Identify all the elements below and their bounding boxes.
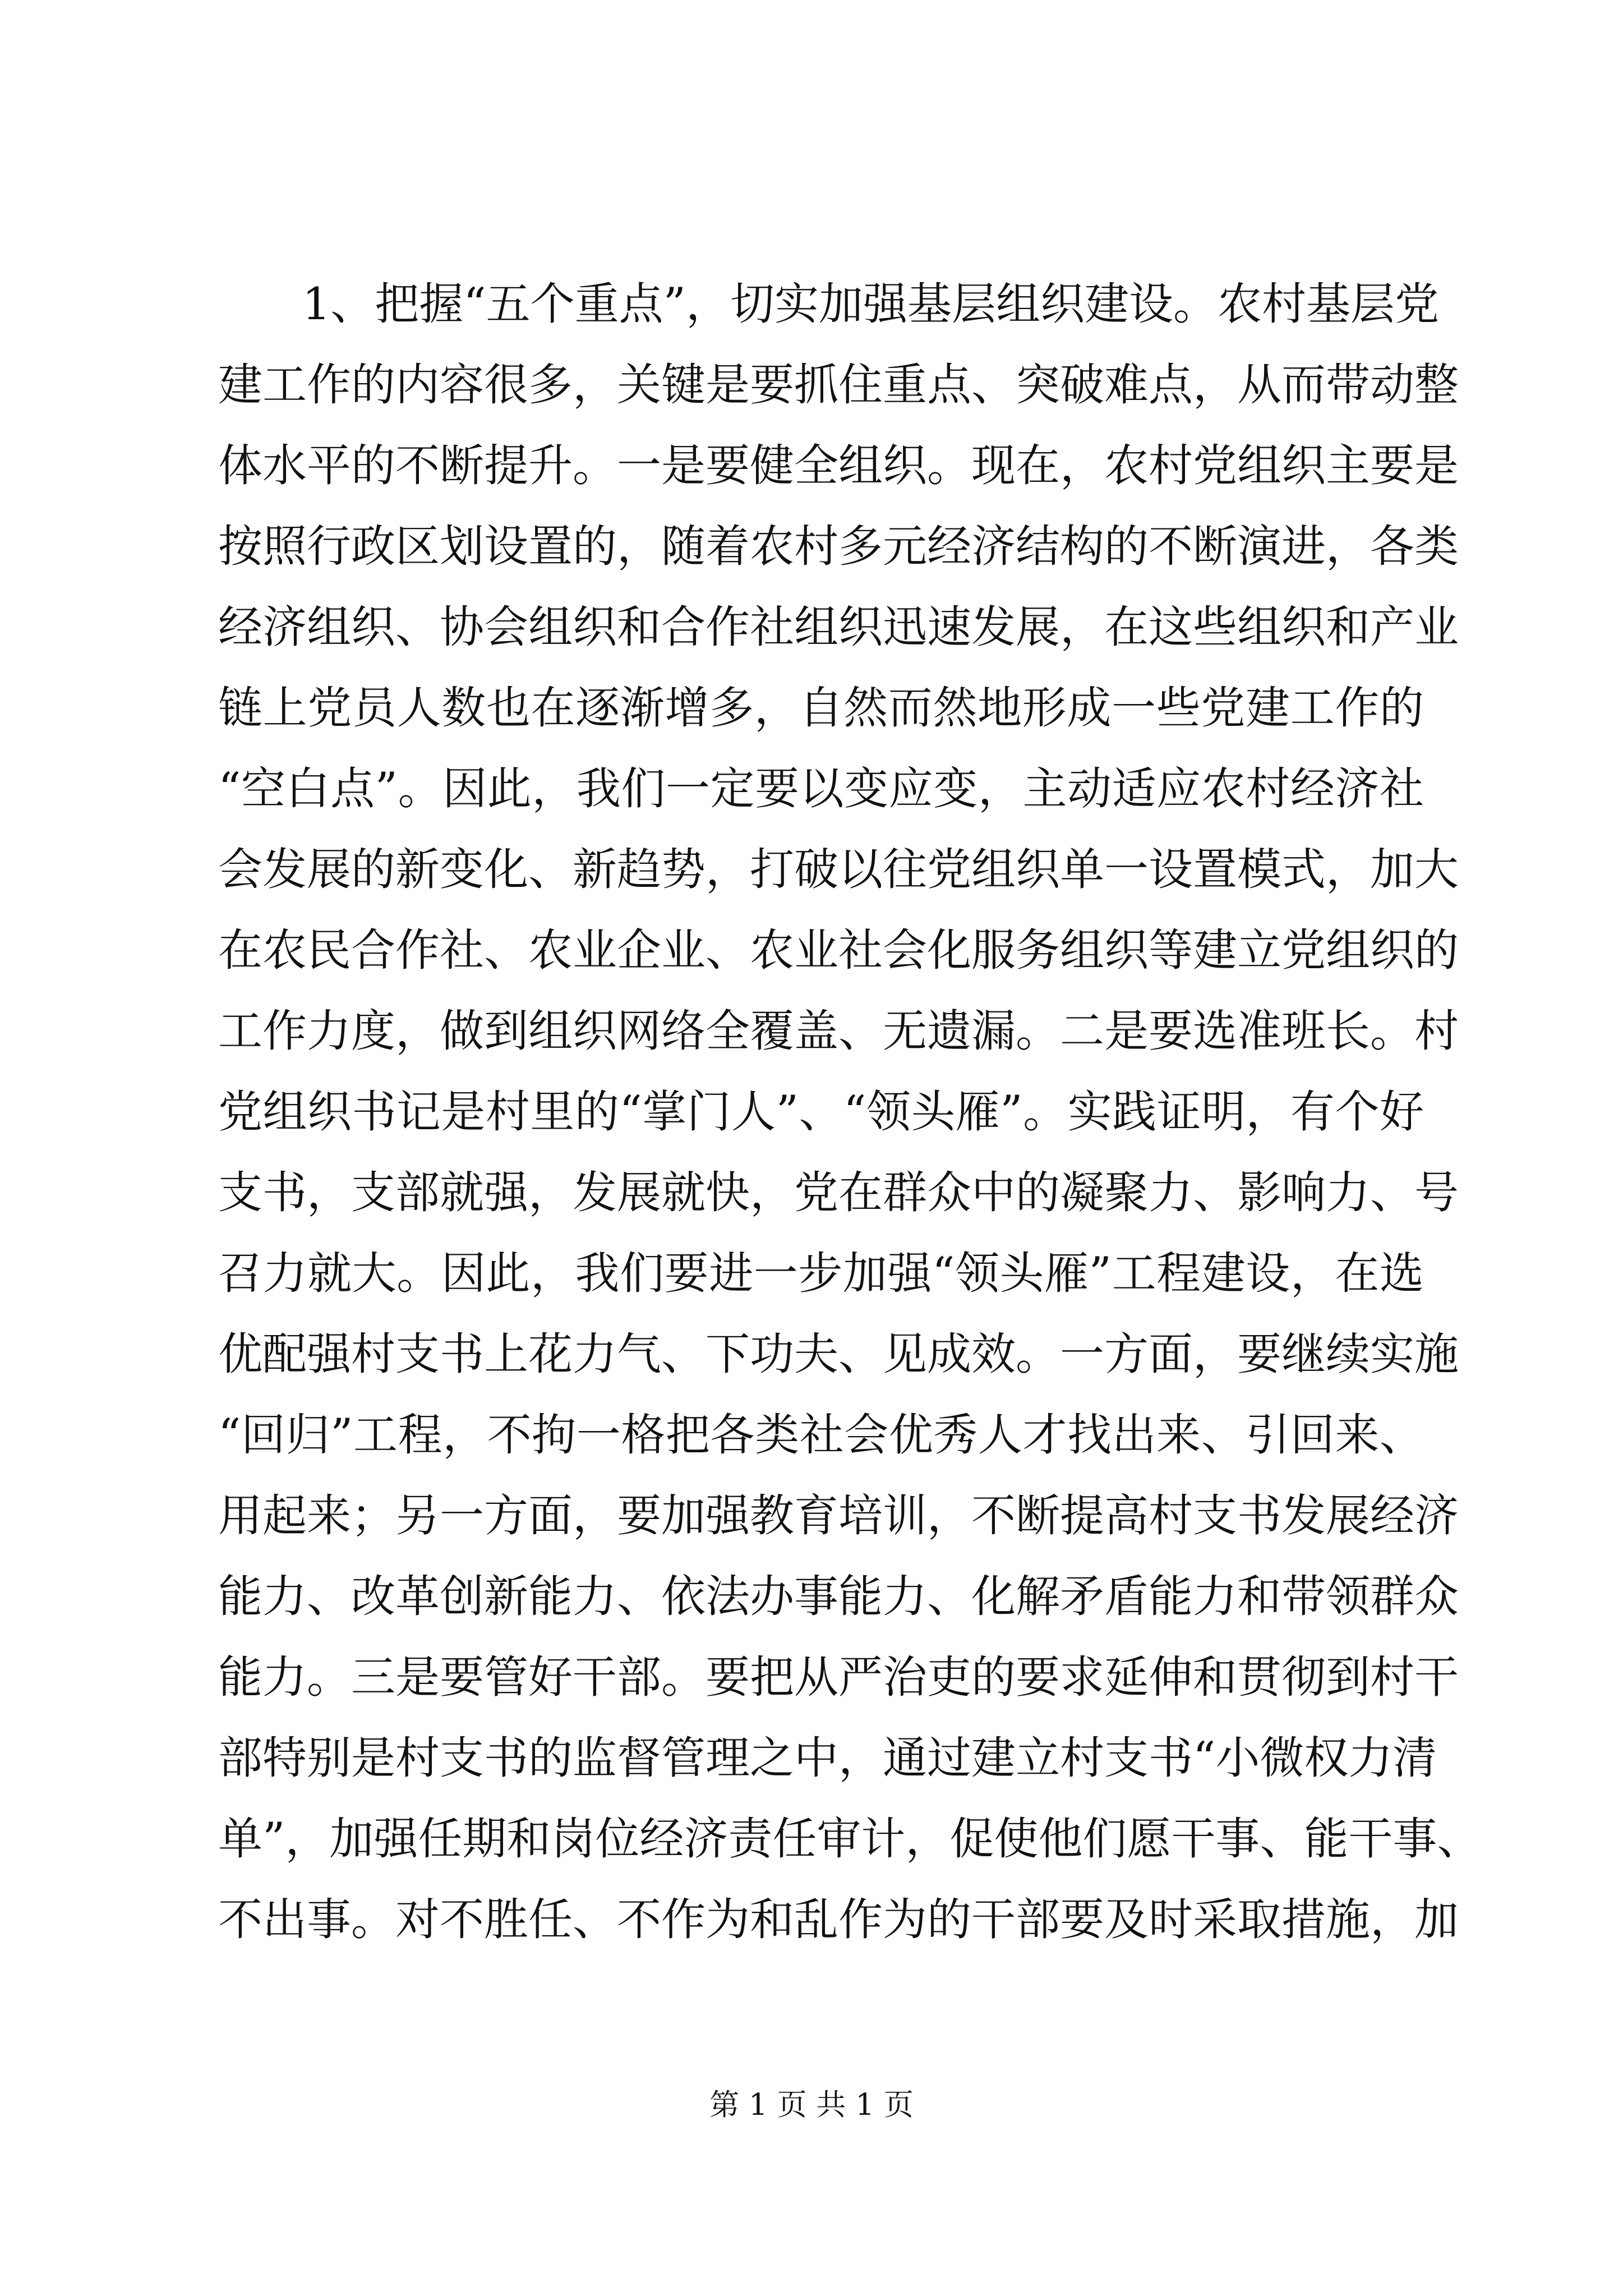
text-line-18: 能力。三是要管好干部。要把从严治吏的要求延伸和贯彻到村干 xyxy=(218,1651,1459,1703)
body-paragraph xyxy=(218,264,1482,1960)
text-line-9: 在农民合作社、农业企业、农业社会化服务组织等建立党组织的 xyxy=(218,924,1459,976)
page-number-label: 第 1 页 共 1 页 xyxy=(709,2088,914,2122)
text-line-4: 按照行政区划设置的，随着农村多元经济结构的不断演进，各类 xyxy=(218,521,1459,572)
text-line-21: 不出事。对不胜任、不作为和乱作为的干部要及时采取措施，加 xyxy=(218,1894,1459,1945)
text-line-8: 会发展的新变化、新趋势，打破以往党组织单一设置模式，加大 xyxy=(218,844,1459,895)
text-line-15: “回归”工程，不拘一格把各类社会优秀人才找出来、引回来、 xyxy=(218,1409,1424,1461)
text-line-1: 1、把握“五个重点”，切实加强基层组织建设。农村基层党 xyxy=(302,278,1440,330)
text-line-11: 党组织书记是村里的“掌门人”、“领头雁”。实践证明，有个好 xyxy=(218,1086,1424,1138)
text-line-19: 部特别是村支书的监督管理之中，通过建立村支书“小微权力清 xyxy=(218,1732,1437,1784)
text-line-10: 工作力度，做到组织网络全覆盖、无遗漏。二是要选准班长。村 xyxy=(218,1005,1459,1057)
text-line-12: 支书，支部就强，发展就快，党在群众中的凝聚力、影响力、号 xyxy=(218,1167,1459,1218)
text-line-6: 链上党员人数也在逐渐增多，自然而然地形成一些党建工作的 xyxy=(218,682,1424,734)
text-line-3: 体水平的不断提升。一是要健全组织。现在，农村党组织主要是 xyxy=(218,440,1459,491)
text-line-14: 优配强村支书上花力气、下功夫、见成效。一方面，要继续实施 xyxy=(218,1328,1459,1380)
text-line-5: 经济组织、协会组织和合作社组织迅速发展，在这些组织和产业 xyxy=(218,601,1459,653)
text-line-16: 用起来；另一方面，要加强教育培训，不断提高村支书发展经济 xyxy=(218,1490,1459,1542)
text-line-7: “空白点”。因此，我们一定要以变应变，主动适应农村经济社 xyxy=(218,763,1424,815)
text-line-2: 建工作的内容很多，关键是要抓住重点、突破难点，从而带动整 xyxy=(218,359,1459,411)
page-footer xyxy=(0,2086,1623,2125)
text-line-13: 召力就大。因此，我们要进一步加强“领头雁”工程建设，在选 xyxy=(218,1248,1424,1299)
text-line-17: 能力、改革创新能力、依法办事能力、化解矛盾能力和带领群众 xyxy=(218,1571,1459,1622)
text-line-20: 单”，加强任期和岗位经济责任审计，促使他们愿干事、能干事、 xyxy=(218,1813,1482,1865)
